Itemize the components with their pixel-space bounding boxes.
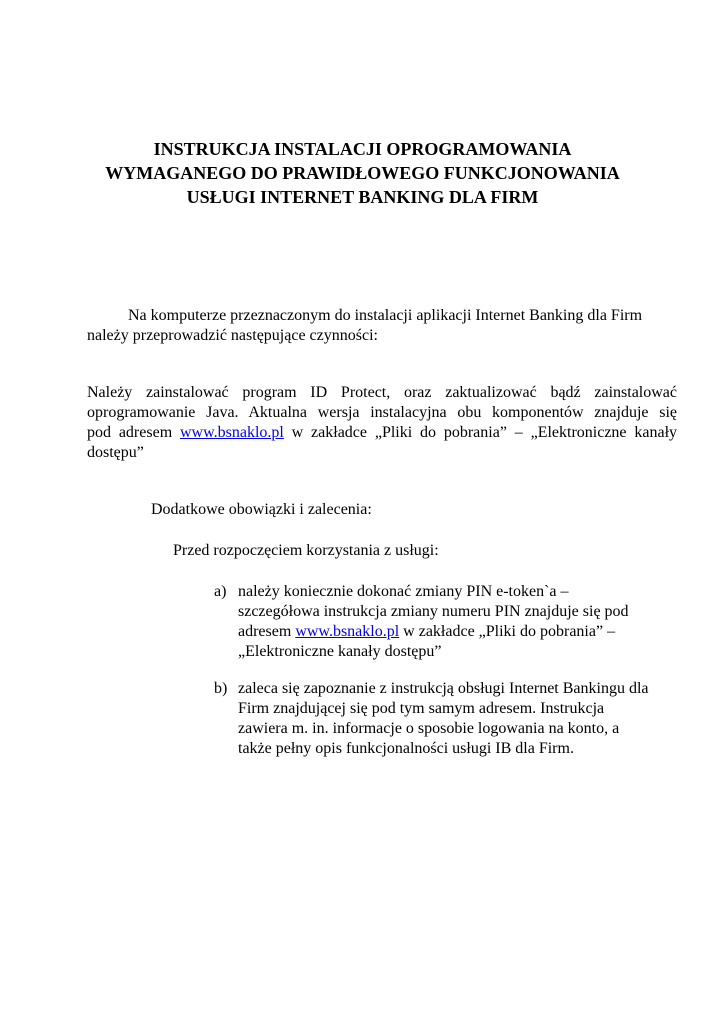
list-marker-b: b) xyxy=(214,680,228,697)
title-line-2: WYMAGANEGO DO PRAWIDŁOWEGO FUNKCJONOWANIA xyxy=(105,163,620,183)
install-line-4: dostępu” xyxy=(87,444,144,461)
item-b-line-3: zawiera m. in. informacje o sposobie logowania na konto, a xyxy=(238,720,620,737)
additional-heading: Dodatkowe obowiązki i zalecenia: xyxy=(151,501,372,518)
install-line-3 xyxy=(87,423,677,443)
item-a-line-1: należy koniecznie dokonać zmiany PIN e-token`a – xyxy=(238,583,569,600)
install-paragraph xyxy=(87,383,677,463)
bsnaklo-link[interactable]: www.bsnaklo.pl xyxy=(179,424,284,441)
item-a-line-3-suffix: w zakładce „Pliki do pobrania” – xyxy=(403,623,616,640)
install-line-3-prefix: pod adresem xyxy=(87,424,173,441)
install-line-2: oprogramowanie Java. Aktualna wersja instalacyjna obu komponentów znajduje się xyxy=(87,404,677,421)
item-a-line-2: szczegółowa instrukcja zmiany numeru PIN znajduje się pod xyxy=(238,603,629,620)
list-item-b-text xyxy=(238,679,684,759)
document-title xyxy=(60,137,665,209)
item-b-line-2: Firm znajdującej się pod tym samym adresem. Instrukcja xyxy=(238,700,605,717)
item-a-line-3 xyxy=(238,622,684,642)
item-a-line-4: „Elektroniczne kanały dostępu” xyxy=(238,643,442,660)
bsnaklo-link-item-a[interactable]: www.bsnaklo.pl xyxy=(295,623,400,640)
item-a-line-3-prefix: adresem xyxy=(238,623,292,640)
title-line-1: INSTRUKCJA INSTALACJI OPROGRAMOWANIA xyxy=(153,139,572,159)
title-line-3: USŁUGI INTERNET BANKING DLA FIRM xyxy=(186,187,539,207)
item-b-line-4: także pełny opis funkcjonalności usługi IB dla Firm. xyxy=(238,740,574,757)
item-b-line-1: zaleca się zapoznanie z instrukcją obsługi Internet Bankingu dla xyxy=(238,680,649,697)
list-marker-a: a) xyxy=(214,583,227,600)
install-line-3-suffix: w zakładce „Pliki do pobrania” – „Elektroniczne kanały xyxy=(291,424,678,441)
install-line-1: Należy zainstalować program ID Protect, oraz zaktualizować bądź zainstalować xyxy=(87,384,677,401)
intro-paragraph xyxy=(87,306,677,346)
before-heading: Przed rozpoczęciem korzystania z usługi: xyxy=(173,542,439,559)
list-item-a-text xyxy=(238,582,684,662)
intro-line-1: Na komputerze przeznaczonym do instalacji aplikacji Internet Banking dla Firm xyxy=(128,307,643,324)
intro-line-2: należy przeprowadzić następujące czynności: xyxy=(87,327,378,344)
